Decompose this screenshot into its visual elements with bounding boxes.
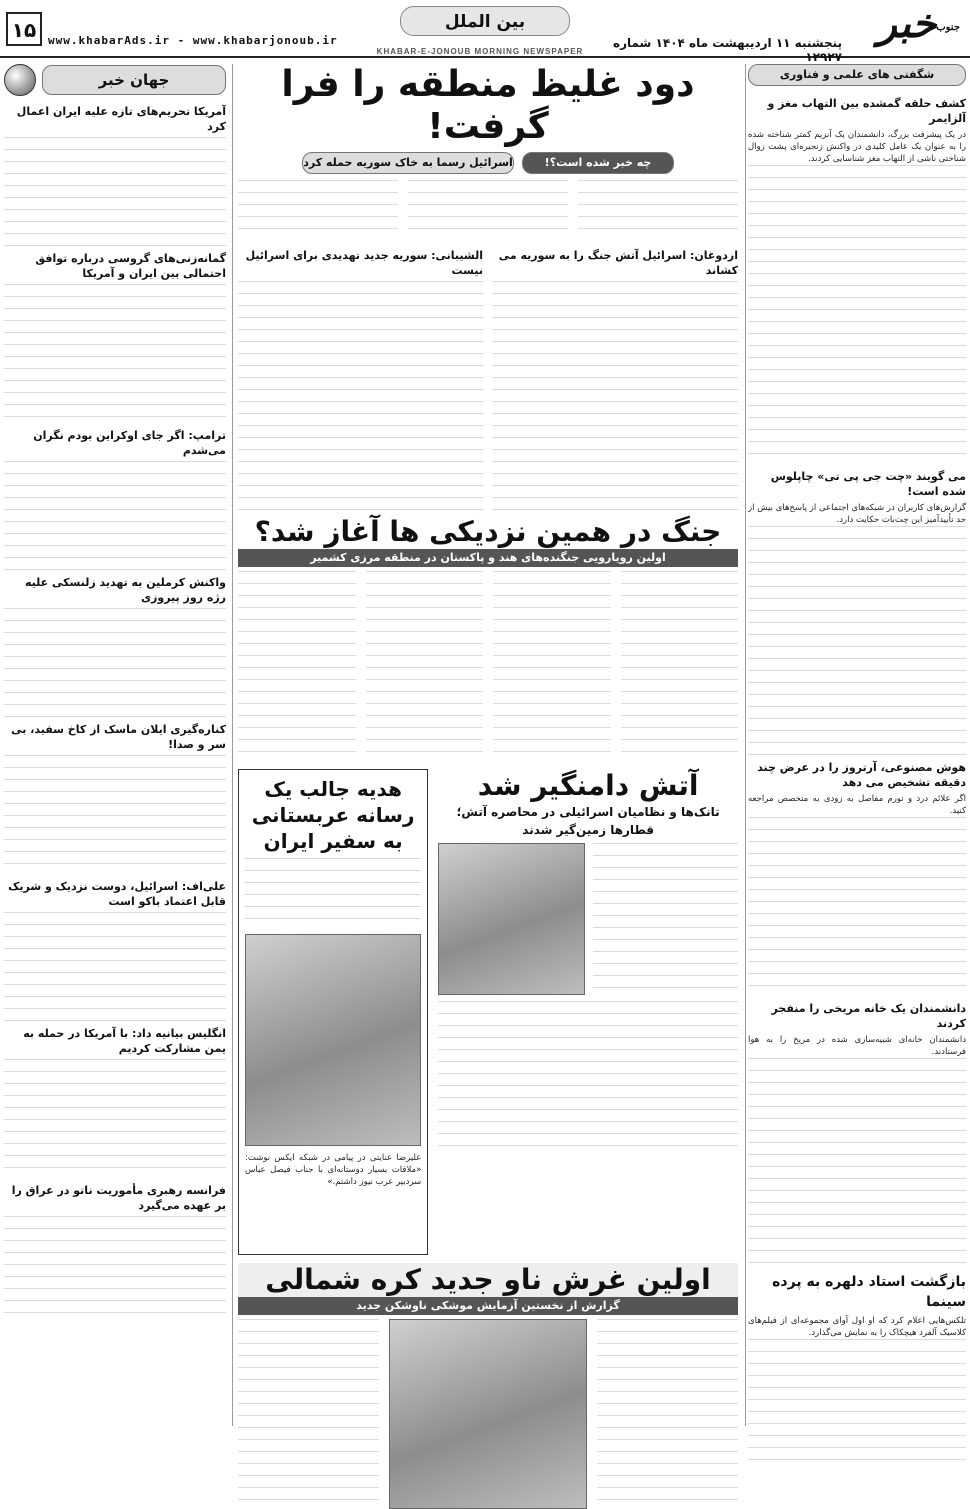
story-body — [366, 571, 484, 761]
box-title: هدیه جالب یک رسانه عربستانی به سفیر ایران — [251, 777, 415, 853]
right-column — [748, 64, 966, 1426]
headline-pill: چه خبر شده است؟! — [522, 152, 674, 174]
world-news-tab: جهان خبر — [42, 65, 226, 95]
article-body — [4, 1216, 226, 1316]
story-body — [493, 281, 738, 511]
article-lead: دانشمندان خانه‌ای شبیه‌سازی شده در مریخ را به هوا فرستادند. — [748, 1035, 966, 1057]
article-lead: تلکس‌هایی اعلام کرد که او اول آوای مجموعه‌ای از فیلم‌های کلاسیک آلفرد هیچکاک را به نمایش می‌گذارد. — [748, 1316, 966, 1338]
article-body — [4, 284, 226, 424]
newspaper-logo — [852, 2, 962, 46]
story-body — [593, 843, 738, 993]
article-title: فرانسه رهبری مأموریت ناتو در عراق را بر عهده می‌گیرد — [11, 1184, 226, 1212]
article-title: بازگشت استاد دلهره به پرده سینما — [772, 1274, 966, 1310]
article-title: می گویند «چت جی پی تی» چاپلوس شده است! — [770, 470, 966, 498]
story-body — [621, 571, 739, 761]
article-title: کشف حلقه گمشده بین التهاب مغز و آلزایمر — [767, 97, 966, 125]
article-lead: اگر علائم درد و تورم مفاصل به زودی به متخصص مراجعه کنید. — [748, 794, 966, 816]
story-title: الشیبانی: سوریه جدید تهدیدی برای اسرائیل نیست — [245, 249, 483, 277]
story-d-headline: آتش دامنگیر شد — [477, 769, 699, 802]
article-title: دانشمندان یک خانه مریخی را منفجر کردند — [771, 1002, 966, 1030]
article-body — [4, 137, 226, 247]
article-body — [4, 912, 226, 1022]
globe-icon — [4, 64, 36, 96]
article-lead: در یک پیشرفت بزرگ، دانشمندان یک آنزیم کمتر شناخته شده را به عنوان یک عامل کلیدی در واکنش زنجیره‌ای پشت زوال شناختی ناشی از التهاب مغز شناسایی کردند. — [748, 130, 966, 164]
story-body — [238, 180, 398, 240]
article-body — [748, 165, 966, 465]
story-body — [438, 1001, 738, 1151]
story-body — [408, 180, 568, 240]
warship-photo — [389, 1319, 588, 1509]
logo-small-text: جنوب — [936, 22, 960, 33]
website-links[interactable]: www.khabarAds.ir - www.khabarjonoub.ir — [48, 34, 338, 47]
article-title: ترامپ: اگر جای اوکراین بودم نگران می‌شدم — [33, 429, 226, 457]
main-headline: دود غلیظ منطقه را فرا گرفت! — [281, 64, 695, 147]
article-body — [748, 817, 966, 997]
column-rule — [232, 64, 233, 1426]
center-area — [238, 64, 738, 1426]
article-title: علی‌اف: اسرائیل، دوست نزدیک و شریک قابل اعتماد باکو است — [8, 880, 226, 908]
story-e-headline: اولین غرش ناو جدید کره شمالی — [238, 1263, 738, 1297]
article-body — [4, 1059, 226, 1179]
article-title: آمریکا تحریم‌های تازه علیه ایران اعمال کرد — [16, 105, 226, 133]
article-title: هوش مصنوعی، آرتروز را در عرض چند دقیقه تشخیص می دهد — [757, 761, 966, 789]
article-body — [4, 461, 226, 571]
article-title: واکنش کرملین به تهدید زلنسکی علیه رژه روز پیروزی — [25, 576, 226, 604]
logo-text: خبر — [877, 0, 937, 47]
masthead-english: KHABAR-E-JONOUB MORNING NEWSPAPER — [376, 47, 584, 56]
story-body — [238, 281, 483, 511]
story-body — [597, 1319, 738, 1509]
story-c-headline: جنگ در همین نزدیکی ها آغاز شد؟ — [254, 515, 722, 548]
article-body — [748, 1058, 966, 1268]
story-e-bar: گزارش از نخستین آزمایش موشکی ناوشکن جدید — [238, 1297, 738, 1315]
story-body — [238, 571, 356, 761]
article-lead: گزارش‌های کاربران در شبکه‌های اجتماعی از پاسخ‌های بیش از حد تأییدآمیز این چت‌بات حکایت دارد. — [748, 503, 966, 525]
article-title: انگلیس بیانیه داد: با آمریکا در حمله به یمن مشارکت کردیم — [23, 1027, 226, 1055]
page-header — [0, 0, 970, 64]
story-body — [238, 1319, 379, 1509]
story-body — [578, 180, 738, 240]
story-c-bar: اولین رویارویی جنگنده‌های هند و پاکستان در منطقه مرزی کشمیر — [238, 549, 738, 567]
ambassador-photo — [245, 934, 421, 1146]
science-tab: شگفتی های علمی و فناوری — [748, 64, 966, 86]
article-title: گمانه‌زنی‌های گروسی درباره توافق احتمالی بین ایران و آمریکا — [35, 252, 226, 280]
article-body — [748, 526, 966, 756]
box-caption: علیرضا عنایتی در پیامی در شبکه ایکس نوشت: «ملاقات بسیار دوستانه‌ای با جناب فیصل عباس سردبیر عرب نیوز داشتم.» — [245, 1153, 422, 1187]
article-body — [4, 755, 226, 875]
page-number: ۱۵ — [6, 12, 42, 46]
fire-photo — [438, 843, 585, 995]
gift-box — [238, 769, 428, 1255]
headline-pill: اسرائیل رسما به خاک سوریه حمله کرد — [302, 152, 514, 174]
article-body — [4, 608, 226, 718]
section-title: بین الملل — [400, 6, 570, 36]
column-rule — [745, 64, 746, 1426]
box-body — [245, 858, 421, 928]
story-d-sub: تانک‌ها و نظامیان اسرائیلی در محاصره آتش؛ قطارها زمین‌گیر شدند — [456, 805, 720, 837]
story-body — [493, 571, 611, 761]
dateline: پنجشنبه ۱۱ اردیبهشت ماه ۱۴۰۴ شماره ۱۲۹۲۷ — [613, 36, 842, 64]
story-title: اردوغان: اسرائیل آتش جنگ را به سوریه می کشاند — [498, 249, 738, 277]
left-column — [4, 64, 226, 1426]
article-title: کناره‌گیری ایلان ماسک از کاخ سفید، بی سر و صدا! — [11, 723, 226, 751]
article-body — [748, 1339, 966, 1469]
